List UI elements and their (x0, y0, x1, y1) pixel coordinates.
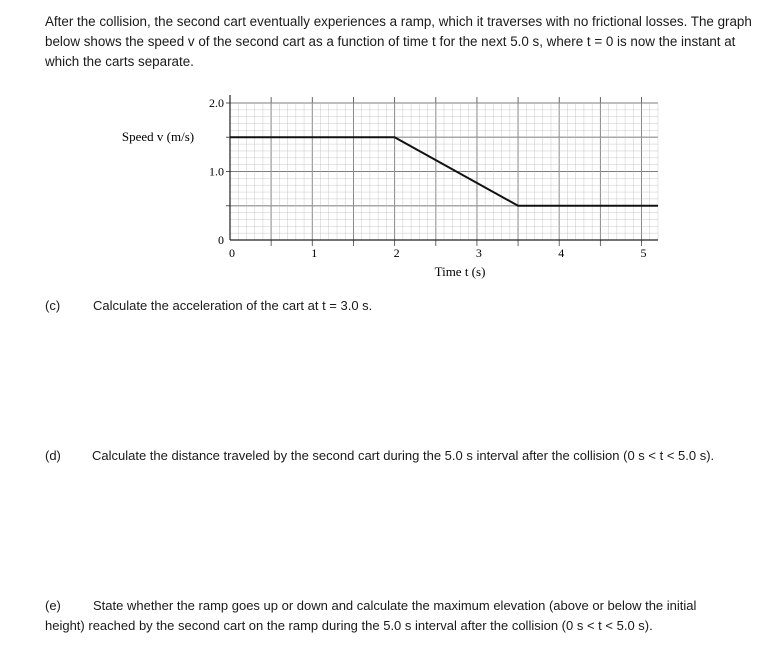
x-tick-label: 2 (393, 246, 400, 260)
question-e-label: (e) (45, 598, 61, 613)
intro-line-3: which the carts separate. (45, 54, 194, 69)
chart-ticks (209, 96, 647, 260)
x-tick-label: 3 (475, 246, 482, 260)
question-c-text: Calculate the acceleration of the cart at t = 3.0 s. (93, 298, 373, 313)
y-tick-label: 1.0 (209, 164, 224, 179)
x-tick-label: 1 (311, 246, 318, 260)
x-axis-label: Time t (s) (434, 264, 486, 279)
y-axis-label: Speed v (m/s) (121, 129, 195, 144)
question-d-text: Calculate the distance traveled by the second cart during the 5.0 s interval after the collision (0 s < t < 5.0 s). (92, 448, 715, 463)
x-tick-label: 5 (640, 246, 647, 260)
question-c-label: (c) (45, 298, 61, 313)
question-e-text-line-1: State whether the ramp goes up or down and calculate the maximum elevation (above or below the initial (93, 598, 697, 613)
question-e (45, 596, 770, 636)
intro-line-1: After the collision, the second cart eventually experiences a ramp, which it traverses with no frictional losses. The graph (45, 14, 752, 29)
x-tick-label: 4 (558, 246, 565, 260)
speed-time-chart (0, 0, 775, 300)
y-tick-label: 0 (218, 233, 224, 247)
question-e-text-line-2: height) reached by the second cart on the ramp during the 5.0 s interval after the collision (0 s < t < 5.0 s). (45, 618, 653, 633)
y-tick-label: 2.0 (209, 96, 224, 110)
chart-grid (226, 97, 658, 246)
x-tick-label: 0 (229, 246, 235, 260)
question-d-label: (d) (45, 448, 61, 463)
intro-line-2: below shows the speed v of the second cart as a function of time t for the next 5.0 s, where t = 0 is now the instant at (45, 34, 736, 49)
